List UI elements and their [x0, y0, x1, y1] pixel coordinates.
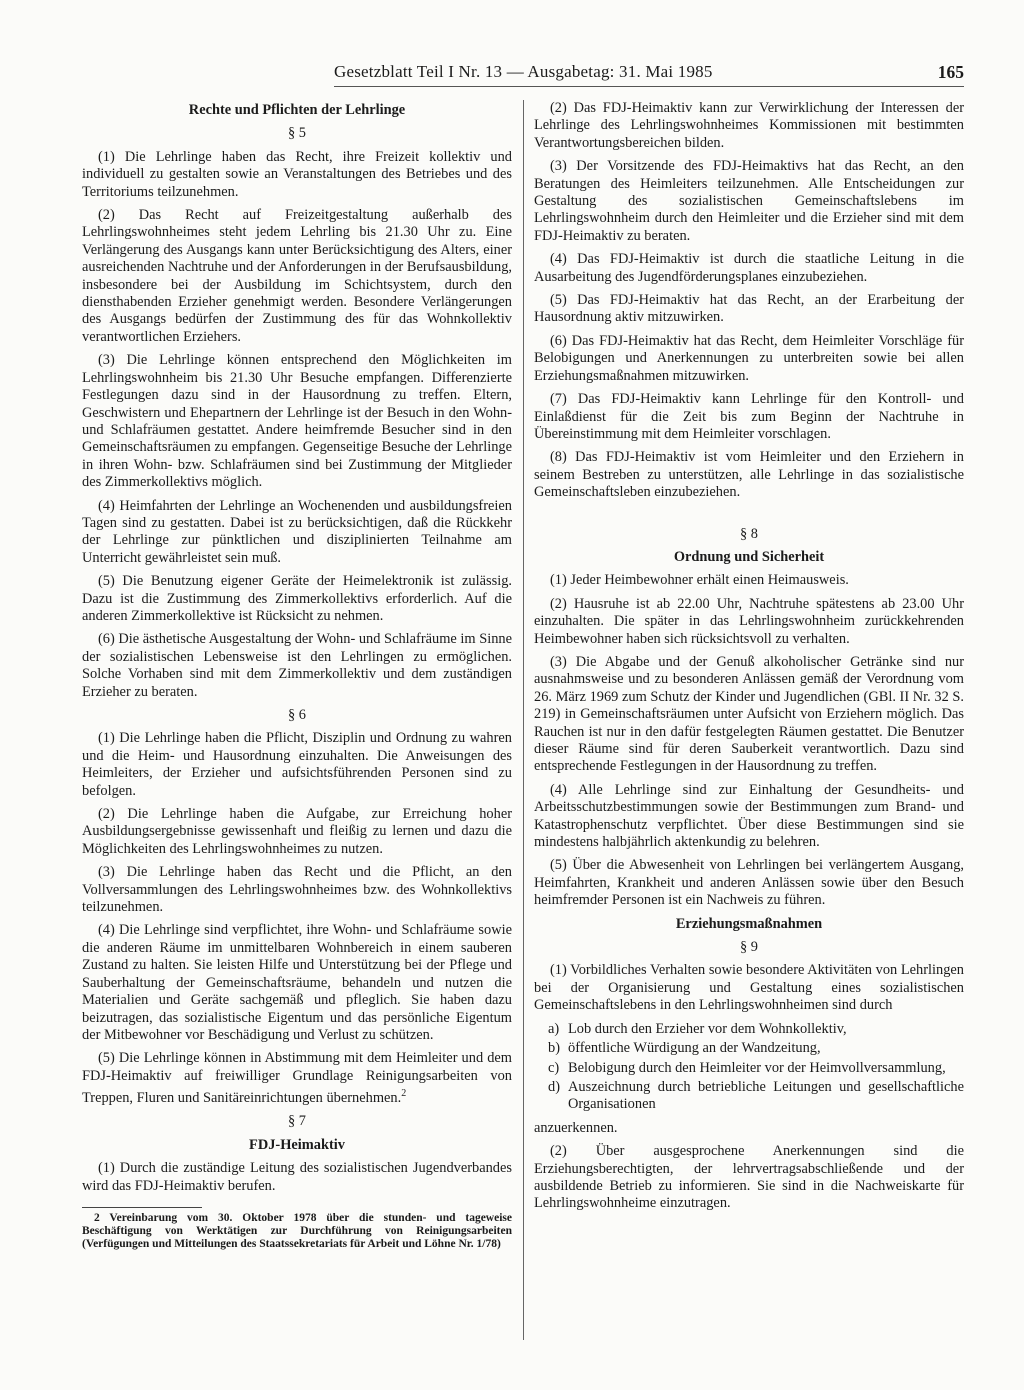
left-column [82, 100, 512, 1251]
paragraph-5-3: (3) Die Lehrlinge können entsprechend den Möglichkeiten im Lehrlingswohnheim bis 21.30 Uhr Besuche empfangen. Differenzierte Festlegungen dazu sind in der Hausordnung zu treffen. Eltern, Geschwistern und Ehepartnern der Lehrlinge ist der Besuch in den Wohn- und Schlafräumen gestattet. Andere heimfremde Besucher sind in den Gemeinschaftsräumen zu empfangen. Gegenseitige Besuche der Lehrlinge in ihren Wohn- bzw. Schlafräumen sind bei Zustimmung der Mitglieder des Zimmerkollektivs möglich. [82, 352, 512, 491]
list-marker: d) [548, 1078, 560, 1095]
paragraph-6-heading: § 6 [288, 707, 306, 723]
paragraph-7-heading: § 7 [288, 1113, 306, 1130]
paragraph-7-7: (7) Das FDJ-Heimaktiv kann Lehrlinge für den Kontroll- und Einlaßdienst für die Zeit bis zum Beginn der Nachtruhe in Übereinstimmung mit dem Heimleiter vorschlagen. [534, 391, 964, 442]
paragraph-9-1: (1) Vorbildliches Verhalten sowie besondere Aktivitäten von Lehrlingen bei der Organisierung und Gestaltung eines sozialistischen Gemeinschaftslebens in den Lehrlingswohnheimen sind durch [534, 962, 964, 1014]
paragraph-7-4: (4) Das FDJ-Heimaktiv ist durch die staatliche Leitung in die Ausarbeitung des Jugendförderungsplanes einzubeziehen. [534, 251, 964, 285]
list-item [548, 1079, 964, 1114]
measures-list [534, 1021, 964, 1114]
list-text: Auszeichnung durch betriebliche Leitungen und gesellschaftliche Organisationen [568, 1078, 964, 1113]
paragraph-5-4: (4) Heimfahrten der Lehrlinge an Wochenenden und ausbildungsfreien Tagen sind zu gestatten. Dabei ist zu berücksichtigen, daß die Rückkehr der Lehrlinge zur pünktlichen und disziplinierten Teilnahme am Unterricht gewährleistet sein muß. [82, 497, 512, 566]
section-title-rights: Rechte und Pflichten der Lehrlinge [188, 102, 406, 118]
paragraph-6-2: (2) Die Lehrlinge haben die Aufgabe, zur Erreichung hoher Ausbildungsergebnisse gewissenhaft und fleißig zu lernen und dazu die Möglichkeiten des Lehrlingswohnheimes zu nutzen. [82, 806, 512, 857]
footnote-rule [82, 1207, 202, 1208]
paragraph-9-2: (2) Über ausgesprochene Anerkennungen sind die Erziehungsberechtigten, der lehrvertragsabschließende und der ausbildende Betrieb zu informieren. Sie sind in die Nachweiskarte für Lehrlingswohnheime einzutragen. [534, 1143, 964, 1212]
list-marker: a) [548, 1020, 560, 1037]
page-header [82, 62, 964, 92]
list-text: Belobigung durch den Heimleiter vor der Heimvollversammlung, [568, 1059, 946, 1076]
list-item [548, 1060, 964, 1077]
section-title-order: Ordnung und Sicherheit [673, 548, 825, 565]
column-divider [523, 100, 524, 1340]
paragraph-7-5: (5) Das FDJ-Heimaktiv hat das Recht, an der Erarbeitung der Hausordnung aktiv mitzuwirken. [534, 292, 964, 326]
paragraph-8-heading: § 8 [740, 525, 758, 542]
paragraph-6-5 [82, 1050, 512, 1107]
paragraph-7-3: (3) Der Vorsitzende des FDJ-Heimaktivs hat das Recht, an den Beratungen des Heimleiters teilzunehmen. Alle Entscheidungen zur Gestaltung des sozialistischen Gemeinschaftslebens im Lehrlingswohnheim durch den Heimleiter und die Erzieher sind mit dem FDJ-Heimaktiv zu beraten. [534, 158, 964, 244]
list-item [548, 1040, 964, 1057]
header-rule [334, 86, 964, 87]
paragraph-5-5: (5) Die Benutzung eigener Geräte der Heimelektronik ist zulässig. Dazu ist die Zustimmung des Zimmerkollektivs erforderlich. Auf die anderen Zimmerkollektive ist Rücksicht zu nehmen. [82, 573, 512, 624]
paragraph-8-5: (5) Über die Abwesenheit von Lehrlingen bei verlängertem Ausgang, Heimfahrten, Krankheit und anderen Anlässen sowie über den Besuch heimfremder Personen ist ein Nachweis zu führen. [534, 857, 964, 909]
paragraph-8-4: (4) Alle Lehrlinge sind zur Einhaltung der Gesundheits- und Arbeitsschutzbestimmungen sowie der Bestimmungen zum Brand- und Katastrophenschutz verpflichtet. Über diese Bestimmungen sind sie mindestens halbjährlich aktenkundig zu belehren. [534, 781, 964, 851]
list-text: Lob durch den Erzieher vor dem Wohnkollektiv, [568, 1020, 847, 1037]
list-item [548, 1021, 964, 1038]
section-title-education: Erziehungsmaßnahmen [675, 915, 823, 932]
list-marker: c) [548, 1059, 560, 1076]
paragraph-7-2: (2) Das FDJ-Heimaktiv kann zur Verwirklichung der Interessen der Lehrlinge des Lehrlingswohnheimes Kommissionen mit bestimmten Verantwortungsbereichen bilden. [534, 100, 964, 151]
paragraph-6-4: (4) Die Lehrlinge sind verpflichtet, ihre Wohn- und Schlafräume sowie die anderen Räume im unmittelbaren Wohnbereich in einem sauberen Zustand zu halten. Sie leisten Hilfe und Unterstützung bei der Pflege und Sauberhaltung der Gemeinschaftsräume, behandeln und nutzen die Materialien und Geräte sachgemäß und pfleglich. Sie haben dazu beizutragen, das sozialistische Eigentum und das persönliche Eigentum der Mitbewohner vor Beschädigung und Verlust zu schützen. [82, 922, 512, 1043]
spacer [534, 508, 964, 524]
paragraph-6-5-text: (5) Die Lehrlinge können in Abstimmung mit dem Heimleiter und dem FDJ-Heimaktiv auf freiwilliger Grundlage Reinigungsarbeiten von Treppen, Fluren und Sanitäreinrichtungen übernehmen. [82, 1050, 512, 1106]
header-title: Gesetzblatt Teil I Nr. 13 — Ausgabetag: 31. Mai 1985 [334, 62, 713, 81]
footnote: 2 Vereinbarung vom 30. Oktober 1978 über die stunden- und tageweise Beschäftigung von Werktätigen zur Durchführung von Reinigungsarbeiten (Verfügungen und Mitteilungen des Staatssekretariats für Arbeit und Löhne Nr. 1/78) [82, 1211, 512, 1250]
paragraph-8-2: (2) Hausruhe ist ab 22.00 Uhr, Nachtruhe spätestens ab 23.00 Uhr einzuhalten. Die später in das Lehrlingswohnheim zurückkehrenden Heimbewohner haben sich rücksichtsvoll zu verhalten. [534, 595, 964, 647]
paragraph-9-1-end: anzuerkennen. [534, 1119, 618, 1136]
page-number: 165 [937, 62, 964, 82]
paragraph-7-8: (8) Das FDJ-Heimaktiv ist vom Heimleiter und den Erziehern in seinem Bestreben zu unterstützen, alle Lehrlinge in das sozialistische Gemeinschaftsleben einzubeziehen. [534, 449, 964, 501]
paragraph-5-heading: § 5 [288, 125, 306, 142]
footnote-reference: 2 [401, 1088, 407, 1100]
right-column [534, 100, 964, 1219]
list-marker: b) [548, 1040, 560, 1057]
paragraph-9-heading: § 9 [740, 939, 758, 956]
paragraph-6-3: (3) Die Lehrlinge haben das Recht und die Pflicht, an den Vollversammlungen des Lehrlingswohnheimes bzw. des Wohnkollektivs teilzunehmen. [82, 864, 512, 916]
paragraph-8-3: (3) Die Abgabe und der Genuß alkoholischer Getränke sind nur ausnahmsweise und zu besonderen Anlässen gemäß der Verordnung vom 26. März 1969 zum Schutz der Kinder und Jugendlichen (GBl. II Nr. 32 S. 219) in Gemeinschaftsräumen unter Aufsicht von Erziehern möglich. Das Rauchen ist nur in den dafür festgelegten Räumen gestattet. Die Benutzer dieser Räume sind für deren Sauberkeit verantwortlich. Dazu sind entsprechende Festlegungen in der Hausordnung zu treffen. [534, 653, 964, 775]
paragraph-8-1: (1) Jeder Heimbewohner erhält einen Heimausweis. [550, 572, 849, 589]
paragraph-7-6: (6) Das FDJ-Heimaktiv hat das Recht, dem Heimleiter Vorschläge für Belobigungen und Anerkennungen zu unterbreiten sowie bei allen Erziehungsmaßnahmen mitzuwirken. [534, 332, 964, 384]
paragraph-5-1: (1) Die Lehrlinge haben das Recht, ihre Freizeit kollektiv und individuell zu gestalten sowie an Veranstaltungen des Betriebes und des Territoriums teilzunehmen. [82, 148, 512, 200]
paragraph-7-1: (1) Durch die zuständige Leitung des sozialistischen Jugendverbandes wird das FDJ-Heimaktiv berufen. [82, 1160, 512, 1194]
paragraph-5-2: (2) Das Recht auf Freizeitgestaltung außerhalb des Lehrlingswohnheimes steht jedem Lehrling bis 21.30 Uhr zu. Eine Verlängerung des Ausgangs kann unter Berücksichtigung des Alters, einer ausreichenden Nachtruhe und der Anforderungen in der Berufsausbildung, insbesondere bei der Ausbildung im Schichtsystem, durch den diensthabenden Erzieher genehmigt werden. Besondere Verlängerungen des Ausgangs bedürfen der Zustimmung des für das Wohnkollektiv verantwortlichen Erziehers. [82, 207, 512, 345]
paragraph-6-1: (1) Die Lehrlinge haben die Pflicht, Disziplin und Ordnung zu wahren und die Heim- und Hausordnung einzuhalten. Die Anweisungen des Heimleiters, der Erzieher und aufsichtsführenden Personen sind zu befolgen. [82, 730, 512, 799]
paragraph-5-6: (6) Die ästhetische Ausgestaltung der Wohn- und Schlafräume im Sinne der sozialistischen Lebensweise ist den Lehrlingen zu ermöglichen. Solche Vorhaben sind mit dem Zimmerkollektiv und dem zuständigen Erzieher zu beraten. [82, 631, 512, 700]
list-text: öffentliche Würdigung an der Wandzeitung, [568, 1040, 821, 1057]
section-title-fdj: FDJ-Heimaktiv [249, 1136, 345, 1153]
